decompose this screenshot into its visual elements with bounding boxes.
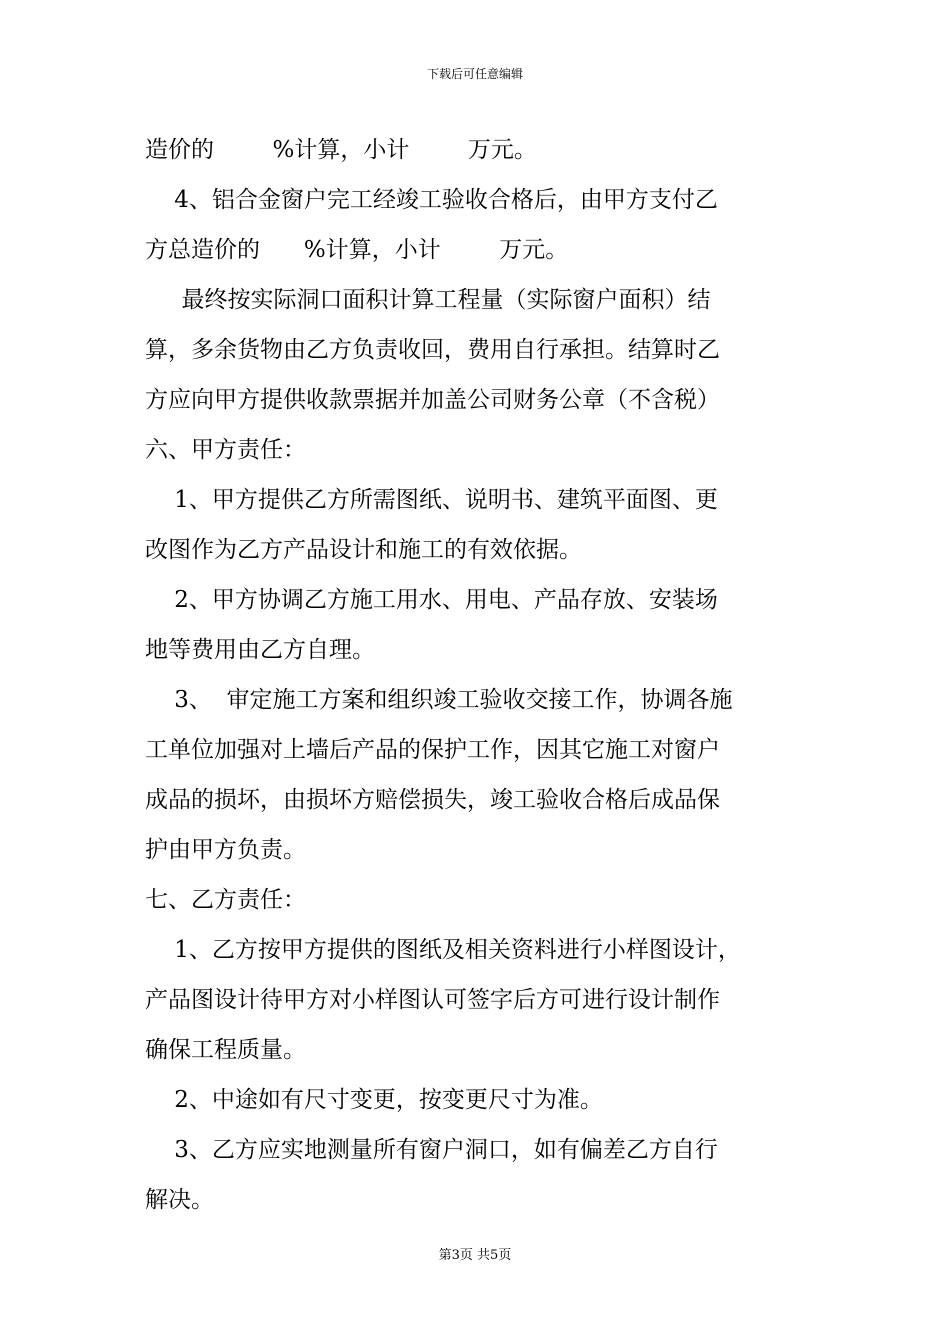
text-line: 造价的 %计算，小计 万元。 [145, 137, 537, 163]
text-line: 3、乙方应实地测量所有窗户洞口，如有偏差乙方自行 [145, 1137, 718, 1163]
text-line: 2、甲方协调乙方施工用水、用电、产品存放、安装场 [145, 587, 718, 613]
section-heading-party-b: 七、乙方责任： [145, 887, 306, 913]
text-line: 解决。 [145, 1187, 214, 1213]
text-line: 1、乙方按甲方提供的图纸及相关资料进行小样图设计， [145, 937, 741, 963]
text-line: 算，多余货物由乙方负责收回，费用自行承担。结算时乙 [145, 337, 720, 363]
text-line: 确保工程质量。 [145, 1037, 306, 1063]
text-line: 2、中途如有尺寸变更，按变更尺寸为准。 [145, 1087, 603, 1113]
document-body [145, 130, 835, 1230]
text-line: 护由甲方负责。 [145, 837, 306, 863]
text-line: 方应向甲方提供收款票据并加盖公司财务公章（不含税） [145, 387, 720, 413]
text-line: 工单位加强对上墙后产品的保护工作，因其它施工对窗户 [145, 737, 720, 763]
text-line: 产品图设计待甲方对小样图认可签字后方可进行设计制作 [145, 987, 720, 1013]
text-line: 最终按实际洞口面积计算工程量（实际窗户面积）结 [145, 287, 711, 313]
section-heading-party-a: 六、甲方责任： [145, 437, 306, 463]
text-line: 3、 审定施工方案和组织竣工验收交接工作，协调各施 [145, 687, 733, 713]
text-line: 地等费用由乙方自理。 [145, 637, 375, 663]
text-line: 1、甲方提供乙方所需图纸、说明书、建筑平面图、更 [145, 487, 718, 513]
text-line: 4、铝合金窗户完工经竣工验收合格后，由甲方支付乙 [145, 187, 718, 213]
page-header: 下载后可任意编辑 [426, 67, 523, 81]
text-line: 成品的损坏，由损坏方赔偿损失，竣工验收合格后成品保 [145, 787, 720, 813]
text-line: 改图作为乙方产品设计和施工的有效依据。 [145, 537, 582, 563]
text-line: 方总造价的 %计算，小计 万元。 [145, 237, 569, 263]
page-footer: 第3页 共5页 [438, 1248, 512, 1263]
